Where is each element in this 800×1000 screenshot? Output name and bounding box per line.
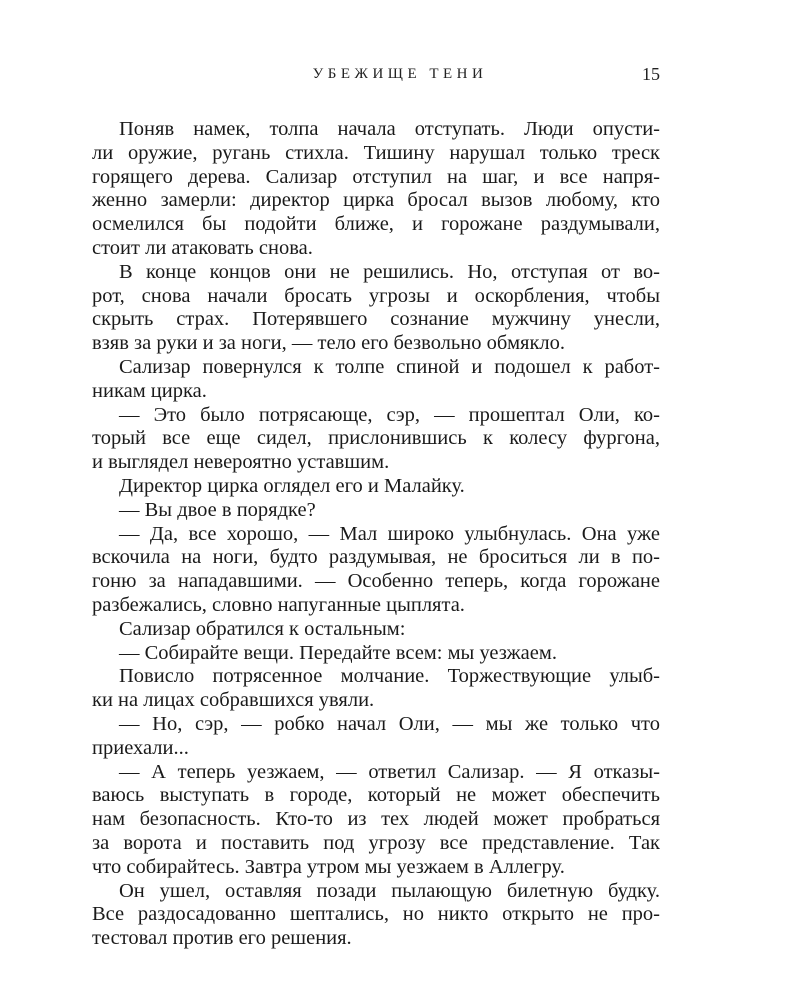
text-line: что собирайтесь. Завтра утром мы уезжаем в Аллегру. <box>92 855 565 878</box>
text-line: стоит ли атаковать снова. <box>92 236 313 259</box>
text-line: Поняв намек, толпа начала отступать. Люди опусти- <box>119 118 660 140</box>
text-line: вскочила на ноги, будто раздумывая, не броситься ли в по- <box>92 546 660 569</box>
text-line: ки на лицах собравшихся увяли. <box>92 689 375 712</box>
paragraph <box>92 475 660 499</box>
text-line: — Вы двое в порядке? <box>119 498 316 521</box>
running-head <box>0 66 800 90</box>
text-line: — Но, сэр, — робко начал Оли, — мы же только что <box>119 712 660 735</box>
text-line: разбежались, словно напуганные цыплята. <box>92 593 465 616</box>
text-line: Он ушел, оставляя позади пылающую билетную будку. <box>119 879 660 902</box>
paragraph <box>92 499 660 523</box>
text-line: — Собирайте вещи. Передайте всем: мы уезжаем. <box>119 641 557 664</box>
paragraph <box>92 118 660 261</box>
text-line: торый все еще сидел, прислонившись к колесу фургона, <box>92 427 660 450</box>
text-line: рот, снова начали бросать угрозы и оскорбления, чтобы <box>92 284 660 307</box>
text-line: взяв за руки и за ноги, — тело его безвольно обмякло. <box>92 332 566 355</box>
text-line: — Это было потрясающе, сэр, — прошептал Оли, ко- <box>119 403 660 426</box>
text-line: горящего дерева. Сализар отступил на шаг, и все напря- <box>92 165 660 188</box>
running-title: УБЕЖИЩЕ ТЕНИ <box>312 66 488 82</box>
paragraph <box>92 261 660 356</box>
paragraph <box>92 356 660 404</box>
text-line: ваюсь выступать в городе, который не может обеспечить <box>92 784 660 807</box>
paragraph <box>92 880 660 951</box>
text-line: и выглядел невероятно уставшим. <box>92 451 390 474</box>
paragraph <box>92 713 660 761</box>
body-text <box>92 118 660 951</box>
text-line: ли оружие, ругань стихла. Тишину нарушал только треск <box>92 141 660 164</box>
paragraph <box>92 665 660 713</box>
text-line: нам безопасность. Кто-то из тех людей может пробраться <box>92 808 660 831</box>
text-line: никам цирка. <box>92 379 207 402</box>
text-line: Директор цирка оглядел его и Малайку. <box>119 474 465 497</box>
text-line: гоню за нападавшими. — Особенно теперь, когда горожане <box>92 570 660 593</box>
page-number: 15 <box>642 64 660 84</box>
text-line: В конце концов они не решились. Но, отступая от во- <box>119 260 660 283</box>
text-line: Сализар повернулся к толпе спиной и подошел к работ- <box>119 355 660 378</box>
text-line: за ворота и поставить под угрозу все представление. Так <box>92 831 660 854</box>
text-line: Все раздосадованно шептались, но никто открыто не про- <box>92 903 660 926</box>
text-line: осмелился бы подойти ближе, и горожане раздумывали, <box>92 213 660 236</box>
text-line: — А теперь уезжаем, — ответил Сализар. — Я отказы- <box>119 760 660 783</box>
paragraph <box>92 618 660 642</box>
paragraph <box>92 523 660 618</box>
paragraph <box>92 761 660 880</box>
paragraph <box>92 642 660 666</box>
text-line: скрыть страх. Потерявшего сознание мужчину унесли, <box>92 308 660 331</box>
text-line: Сализар обратился к остальным: <box>119 617 406 640</box>
text-line: Повисло потрясенное молчание. Торжествующие улыб- <box>119 665 660 688</box>
text-line: приехали... <box>92 736 189 759</box>
paragraph <box>92 404 660 475</box>
text-line: — Да, все хорошо, — Мал широко улыбнулась. Она уже <box>119 522 660 545</box>
text-line: тестовал против его решения. <box>92 927 352 950</box>
text-line: женно замерли: директор цирка бросал вызов любому, кто <box>92 189 660 212</box>
